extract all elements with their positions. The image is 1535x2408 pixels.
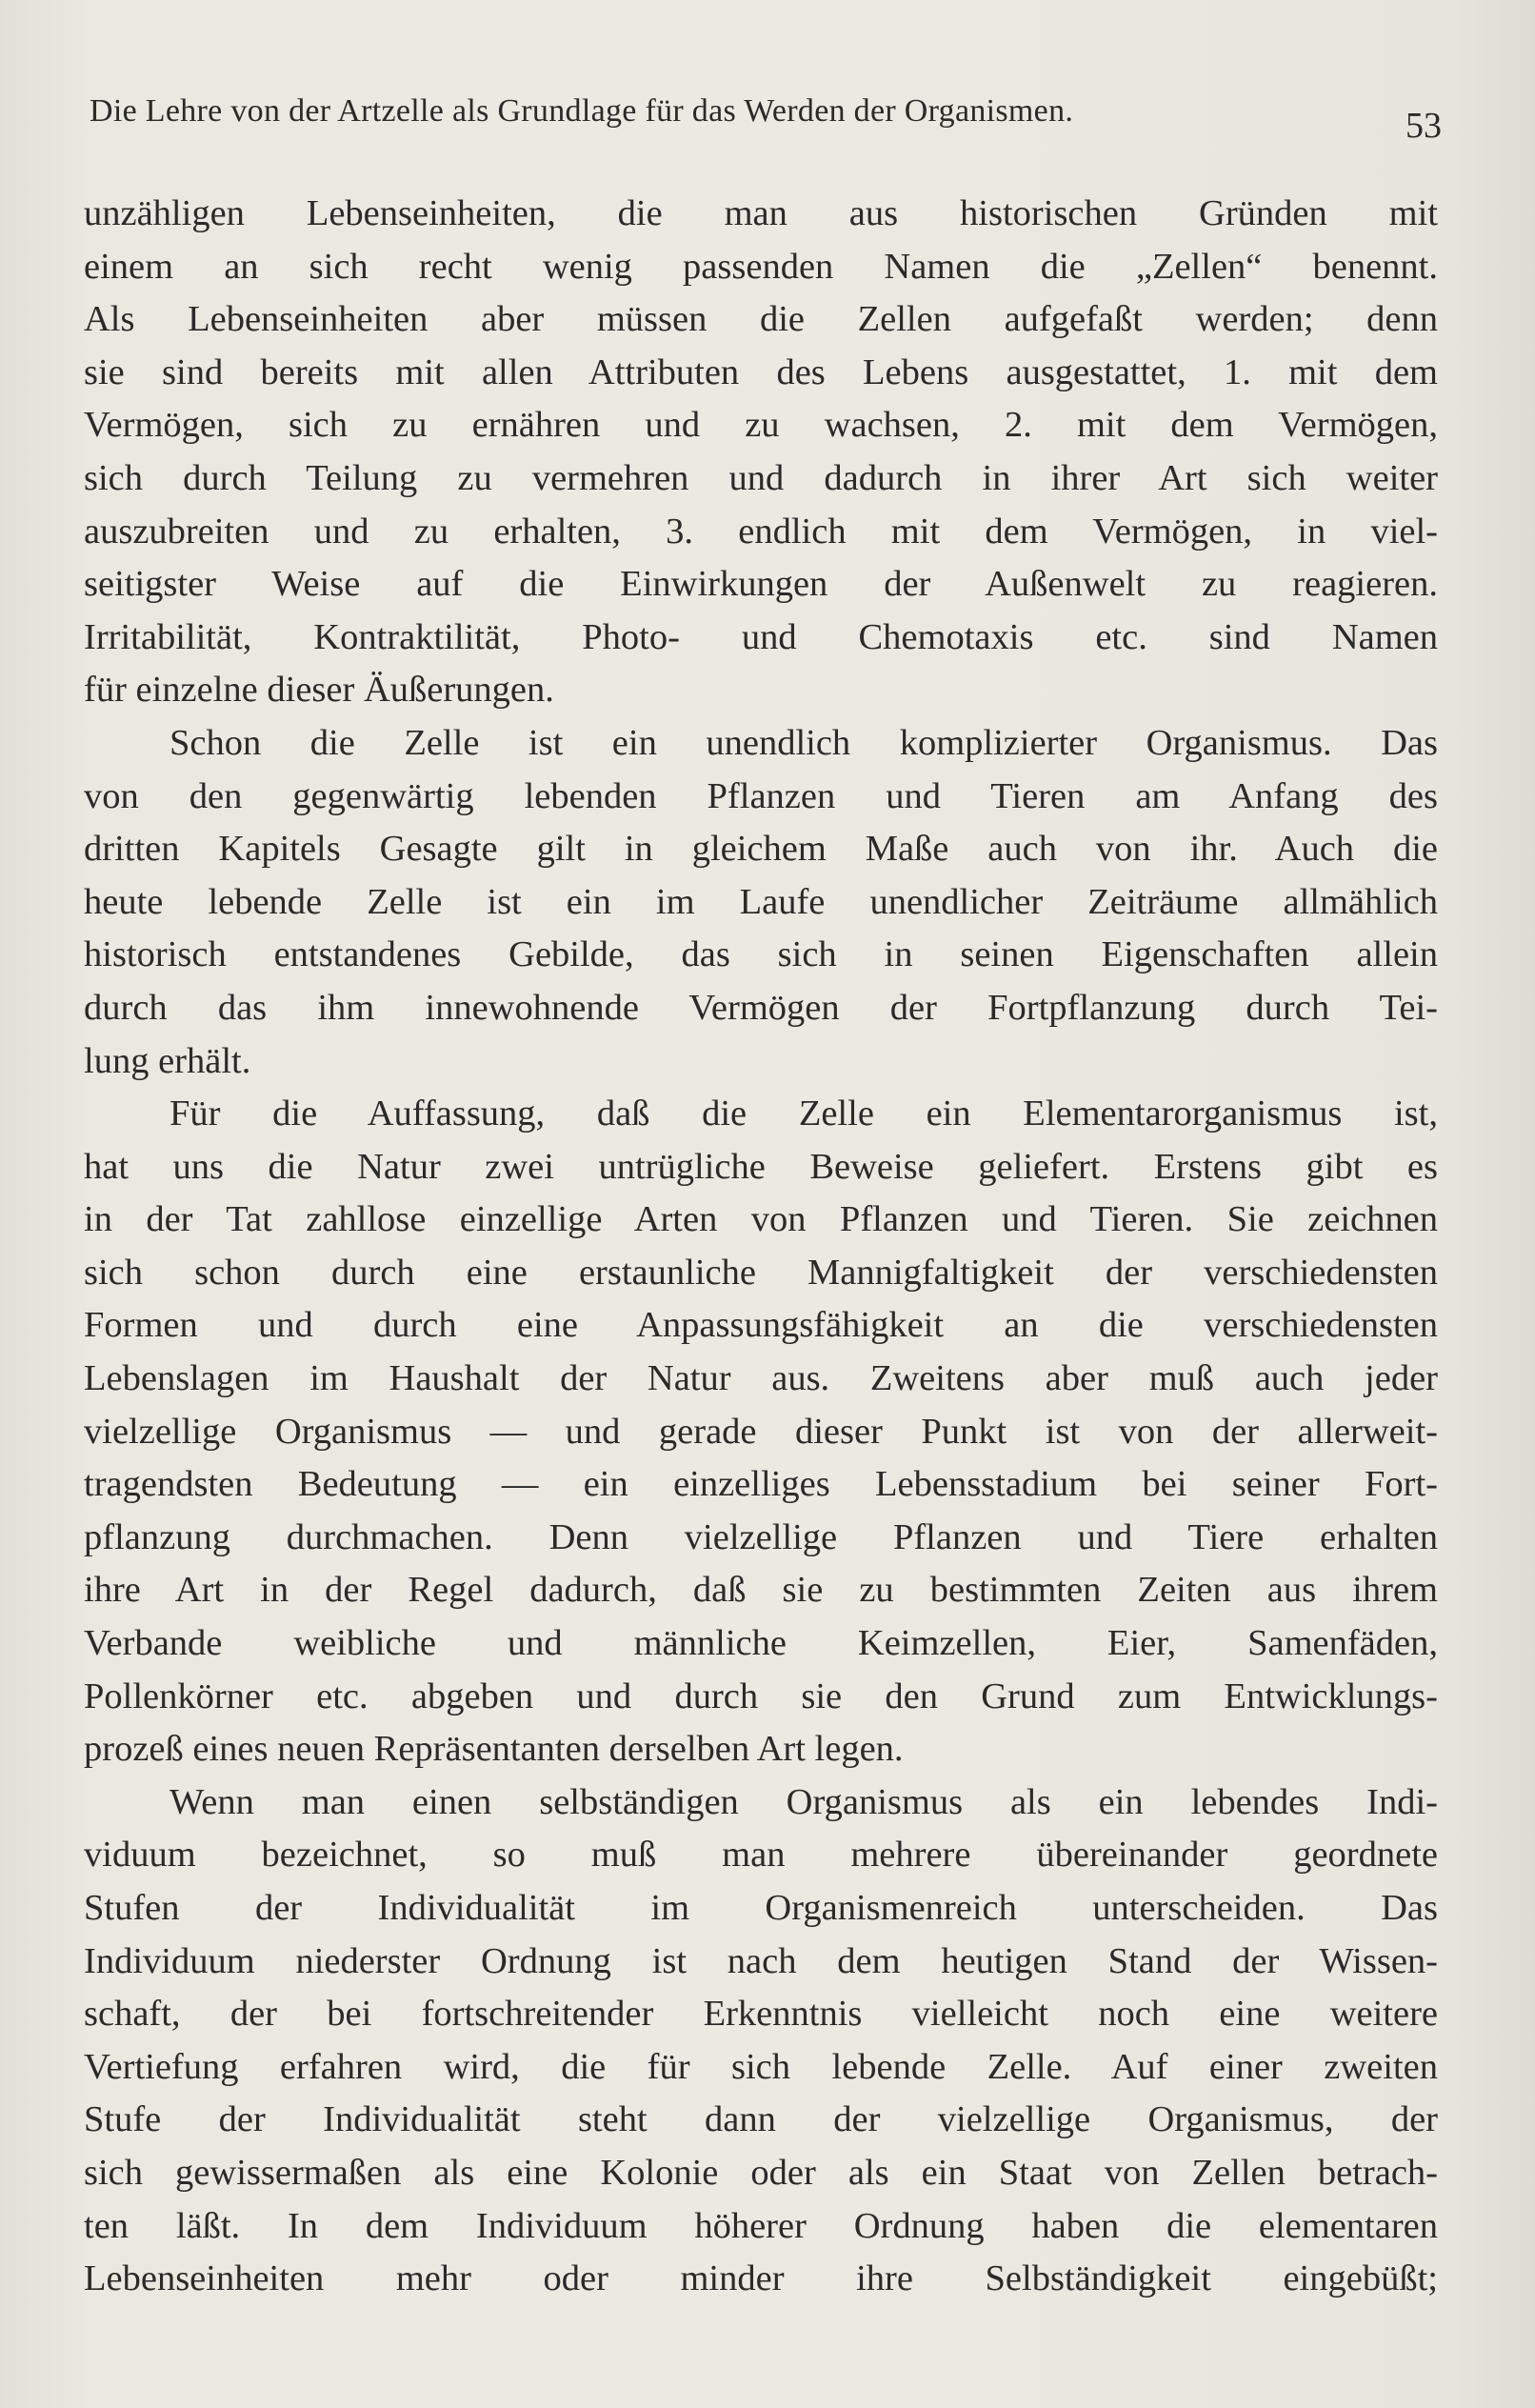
text-line: hat uns die Natur zwei untrügliche Beweise geliefert. Erstens gibt es bbox=[84, 1146, 1438, 1187]
text-line: Lebenseinheiten mehr oder minder ihre Selbständigkeit eingebüßt; bbox=[84, 2258, 1438, 2299]
text-line: Stufen der Individualität im Organismenreich unterscheiden. Das bbox=[84, 1888, 1438, 1928]
text-line: schaft, der bei fortschreitender Erkenntnis vielleicht noch eine weitere bbox=[84, 1994, 1438, 2035]
text-line: auszubreiten und zu erhalten, 3. endlich mit dem Vermögen, in viel- bbox=[84, 511, 1438, 552]
text-line: Vermögen, sich zu ernähren und zu wachsen, 2. mit dem Vermögen, bbox=[84, 405, 1438, 446]
text-line: sich schon durch eine erstaunliche Mannigfaltigkeit der verschiedensten bbox=[84, 1252, 1438, 1293]
text-line: ten läßt. In dem Individuum höherer Ordnung haben die elementaren bbox=[84, 2205, 1438, 2246]
text-line: viduum bezeichnet, so muß man mehrere übereinander geordnete bbox=[84, 1835, 1438, 1876]
page-number: 53 bbox=[1405, 106, 1442, 146]
text-line: pflanzung durchmachen. Denn vielzellige Pflanzen und Tiere erhalten bbox=[84, 1516, 1438, 1557]
text-line: einem an sich recht wenig passenden Namen die „Zellen“ benennt. bbox=[84, 246, 1438, 287]
text-line: Verbande weibliche und männliche Keimzellen, Eier, Samenfäden, bbox=[84, 1623, 1438, 1664]
text-line: Lebenslagen im Haushalt der Natur aus. Zweitens aber muß auch jeder bbox=[84, 1358, 1438, 1399]
text-line: für einzelne dieser Äußerungen. bbox=[84, 670, 554, 711]
running-title: Die Lehre von der Artzelle als Grundlage für das Werden der Organismen. bbox=[90, 93, 1074, 129]
text-line: durch das ihm innewohnende Vermögen der Fortpflanzung durch Tei- bbox=[84, 987, 1438, 1028]
text-line: ihre Art in der Regel dadurch, daß sie zu bestimmten Zeiten aus ihrem bbox=[84, 1570, 1438, 1611]
text-line: von den gegenwärtig lebenden Pflanzen und Tieren am Anfang des bbox=[84, 775, 1438, 816]
text-line: prozeß eines neuen Repräsentanten derselben Art legen. bbox=[84, 1729, 904, 1770]
page-header bbox=[90, 93, 1442, 150]
text-line: Wenn man einen selbständigen Organismus als ein lebendes Indi- bbox=[169, 1781, 1438, 1822]
text-line: Formen und durch eine Anpassungsfähigkeit an die verschiedensten bbox=[84, 1305, 1438, 1346]
text-line: Pollenkörner etc. abgeben und durch sie den Grund zum Entwicklungs- bbox=[84, 1676, 1438, 1716]
text-line: Irritabilität, Kontraktilität, Photo- und Chemotaxis etc. sind Namen bbox=[84, 616, 1438, 657]
text-line: seitigster Weise auf die Einwirkungen der Außenwelt zu reagieren. bbox=[84, 564, 1438, 605]
text-line: tragendsten Bedeutung — ein einzelliges Lebensstadium bei seiner Fort- bbox=[84, 1464, 1438, 1505]
text-line: sich gewissermaßen als eine Kolonie oder als ein Staat von Zellen betrach- bbox=[84, 2152, 1438, 2193]
text-line: Stufe der Individualität steht dann der vielzellige Organismus, der bbox=[84, 2099, 1438, 2140]
text-line: Vertiefung erfahren wird, die für sich lebende Zelle. Auf einer zweiten bbox=[84, 2046, 1438, 2087]
text-line: Schon die Zelle ist ein unendlich komplizierter Organismus. Das bbox=[169, 722, 1438, 763]
text-line: Für die Auffassung, daß die Zelle ein Elementarorganismus ist, bbox=[169, 1094, 1438, 1134]
text-line: sie sind bereits mit allen Attributen des Lebens ausgestattet, 1. mit dem bbox=[84, 351, 1438, 392]
text-line: historisch entstandenes Gebilde, das sich in seinen Eigenschaften allein bbox=[84, 934, 1438, 975]
text-line: lung erhält. bbox=[84, 1040, 251, 1081]
text-line: dritten Kapitels Gesagte gilt in gleichem Maße auch von ihr. Auch die bbox=[84, 829, 1438, 870]
text-line: Als Lebenseinheiten aber müssen die Zellen aufgefaßt werden; denn bbox=[84, 299, 1438, 340]
text-line: heute lebende Zelle ist ein im Laufe unendlicher Zeiträume allmählich bbox=[84, 881, 1438, 922]
text-line: sich durch Teilung zu vermehren und dadurch in ihrer Art sich weiter bbox=[84, 457, 1438, 498]
text-line: unzähligen Lebenseinheiten, die man aus historischen Gründen mit bbox=[84, 193, 1438, 233]
text-line: in der Tat zahllose einzellige Arten von Pflanzen und Tieren. Sie zeichnen bbox=[84, 1199, 1438, 1240]
body-text bbox=[84, 188, 1438, 2306]
text-line: Individuum niederster Ordnung ist nach dem heutigen Stand der Wissen- bbox=[84, 1940, 1438, 1981]
text-line: vielzellige Organismus — und gerade dieser Punkt ist von der allerweit- bbox=[84, 1411, 1438, 1452]
